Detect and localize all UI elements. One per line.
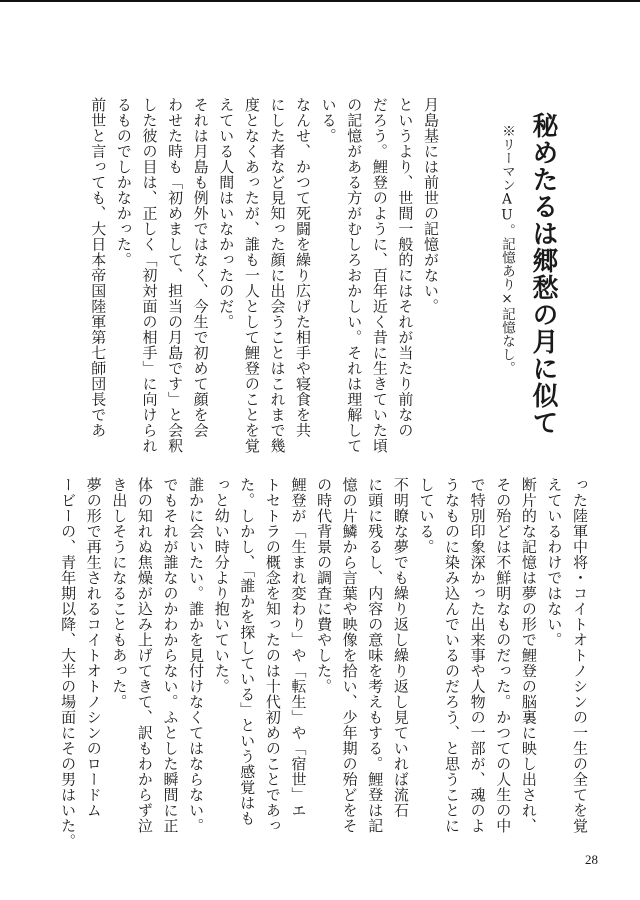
text-line: の時代背景の調査に費やした。 [315,477,334,694]
text-line: の記憶がある方がむしろおかしい。それは理解して [345,97,364,454]
text-line: 誰かに会いたい。誰かを見付けなくてはならない。 [187,477,206,834]
story-title: 秘めたるは郷愁の月に似て [528,112,558,436]
text-line: 前世と言っても、大日本帝国陸軍第七師団長であ [89,97,108,438]
text-line: えているわけではない。 [545,477,564,648]
text-line: た。しかし、「誰かを探している」という感覚はも [238,477,257,826]
text-line: 憶の片鱗から言葉や映像を拾い、少年期の殆どをそ [340,477,359,834]
page-number: 28 [585,852,598,867]
text-line: 断片的な記憶は夢の形で鯉登の脳裏に映し出され、 [519,477,538,834]
text-line: 体の知れぬ焦燥が込み上げてきて、訳もわからず泣 [135,477,154,834]
text-line: わせた時も「初めまして、担当の月島です」と会釈 [166,97,185,454]
text-line: だろう。鯉登のように、百年近く昔に生きていた頃 [370,97,389,454]
text-line: った陸軍中将・コイトオトノシンの一生の全てを覚 [571,477,589,834]
upper-text-block [85,97,443,454]
text-line: それは月島も例外ではなく、今生で初めて顔を会 [191,97,210,438]
text-line: に頭に残るし、内容の意味を考えもする。鯉登は記 [366,477,385,834]
text-line: いる。 [319,97,338,144]
text-line: トセトラの概念を知ったのは十代初めのことであっ [263,477,282,834]
text-line: 月島基には前世の記憶がない。 [422,97,440,314]
text-line: にした者など見知った顔に出会うことはこれまで幾 [268,97,287,454]
top-border [0,0,640,2]
text-line: 不明瞭な夢でも繰り返し繰り返し見ていれば流石 [391,477,410,818]
text-line: ービーの、青年期以降、大半の場面にその男はいた。 [59,477,78,849]
text-line: している。 [417,477,436,555]
text-line: き出しそうになることもあった。 [110,477,129,710]
text-line: というより、世間一般的にはそれが当たり前なの [396,97,415,438]
text-line: 夢の形で再生されるコイトオトノシンのロードム [84,477,103,818]
text-line: で特別印象深かった出来事や人物の一部が、魂のよ [468,477,487,834]
text-line: るものでしかなかった。 [114,97,133,268]
text-line: その殆どは不鮮明なものだった。かつての人生の中 [494,477,513,834]
text-line: した彼の目は、正しく「初対面の相手」に向けられ [140,97,159,454]
text-line: えている人間はいなかったのだ。 [217,97,236,330]
text-line: なんせ、かつて死闘を繰り広げた相手や寝食を共 [294,97,313,438]
text-line: 鯉登が「生まれ変わり」や「転生」や「宿世」エ [289,477,308,818]
text-line: でもそれが誰なのかわからない。ふとした瞬間に正 [161,477,180,834]
text-line: うなものに染み込んでいるのだろう、と思うことに [443,477,462,834]
story-subtitle: ※リーマンAU。記憶あり×記憶なし。 [499,124,515,375]
text-line: 度となくあったが、誰も一人として鯉登のことを覚 [242,97,261,454]
text-line: っと幼い時分より抱いていた。 [212,477,231,694]
lower-text-block [55,477,592,847]
